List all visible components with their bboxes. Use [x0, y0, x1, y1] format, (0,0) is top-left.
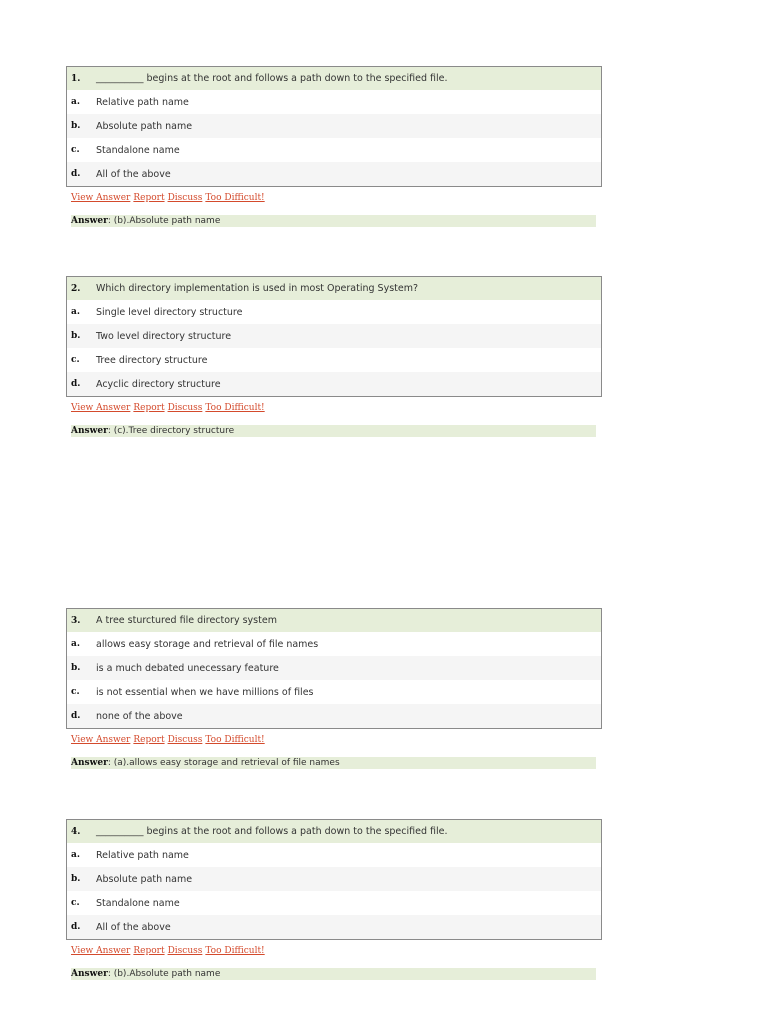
option-letter: a. — [71, 307, 80, 317]
option-text: Single level directory structure — [96, 306, 243, 318]
option-text: Acyclic directory structure — [96, 378, 221, 390]
option-letter: b. — [71, 121, 81, 131]
option-text: Two level directory structure — [96, 330, 232, 342]
question-row — [67, 820, 601, 843]
question-text: __________ begins at the root and follows a path down to the specified file. — [96, 826, 448, 837]
option-letter: b. — [71, 331, 81, 341]
option-letter: d. — [71, 169, 81, 179]
option-text: All of the above — [96, 168, 171, 180]
question-links — [71, 193, 602, 205]
discuss-link[interactable]: Discuss — [167, 193, 203, 203]
answer-option: : (b). — [107, 969, 130, 979]
question-row — [67, 609, 601, 632]
too-difficult-link[interactable]: Too Difficult! — [205, 193, 265, 203]
option-row — [67, 704, 601, 728]
option-letter: b. — [71, 663, 81, 673]
option-row — [67, 138, 601, 162]
option-letter: d. — [71, 922, 81, 932]
option-letter: d. — [71, 711, 81, 721]
answer-label: Answer — [71, 426, 108, 436]
answer-text: allows easy storage and retrieval of file names — [129, 758, 340, 768]
answer-text: Tree directory structure — [128, 426, 235, 436]
option-row — [67, 90, 601, 114]
too-difficult-link[interactable]: Too Difficult! — [205, 946, 265, 956]
option-letter: c. — [71, 145, 80, 155]
question-block — [66, 276, 602, 437]
answer-bar — [71, 968, 596, 980]
option-row — [67, 324, 601, 348]
answer-bar — [71, 215, 596, 227]
option-text: Tree directory structure — [96, 354, 208, 366]
report-link[interactable]: Report — [133, 193, 165, 203]
question-row — [67, 67, 601, 90]
view-answer-link[interactable]: View Answer — [71, 946, 131, 956]
option-text: Relative path name — [96, 849, 189, 861]
option-row — [67, 867, 601, 891]
question-number: 4. — [71, 826, 81, 837]
answer-option: : (b). — [107, 216, 130, 226]
question-table — [66, 66, 602, 187]
option-row — [67, 632, 601, 656]
option-row — [67, 300, 601, 324]
question-block — [66, 66, 602, 227]
report-link[interactable]: Report — [133, 946, 165, 956]
option-text: Standalone name — [96, 144, 180, 156]
question-text: Which directory implementation is used in most Operating System? — [96, 283, 419, 294]
question-text: __________ begins at the root and follows a path down to the specified file. — [96, 73, 448, 84]
option-text: Absolute path name — [96, 120, 193, 132]
option-row — [67, 656, 601, 680]
option-row — [67, 891, 601, 915]
option-row — [67, 372, 601, 396]
answer-label: Answer — [71, 969, 108, 979]
answer-bar — [71, 425, 596, 437]
report-link[interactable]: Report — [133, 403, 165, 413]
question-table — [66, 608, 602, 729]
answer-bar — [71, 757, 596, 769]
option-text: Absolute path name — [96, 873, 193, 885]
question-links — [71, 946, 602, 958]
answer-option: : (a). — [107, 758, 130, 768]
option-letter: d. — [71, 379, 81, 389]
option-letter: a. — [71, 639, 80, 649]
answer-text: Absolute path name — [129, 969, 221, 979]
option-text: All of the above — [96, 921, 171, 933]
option-row — [67, 680, 601, 704]
question-text: A tree sturctured file directory system — [96, 615, 277, 626]
option-row — [67, 114, 601, 138]
option-text: none of the above — [96, 710, 183, 722]
report-link[interactable]: Report — [133, 735, 165, 745]
question-block — [66, 819, 602, 980]
question-table — [66, 276, 602, 397]
option-row — [67, 348, 601, 372]
option-letter: c. — [71, 687, 80, 697]
question-row — [67, 277, 601, 300]
discuss-link[interactable]: Discuss — [167, 946, 203, 956]
too-difficult-link[interactable]: Too Difficult! — [205, 735, 265, 745]
question-number: 1. — [71, 73, 81, 84]
question-links — [71, 735, 602, 747]
answer-label: Answer — [71, 758, 108, 768]
option-text: is not essential when we have millions of files — [96, 686, 314, 698]
option-letter: b. — [71, 874, 81, 884]
answer-option: : (c). — [107, 426, 129, 436]
option-text: Relative path name — [96, 96, 189, 108]
question-number: 2. — [71, 283, 81, 294]
discuss-link[interactable]: Discuss — [167, 735, 203, 745]
option-row — [67, 843, 601, 867]
option-row — [67, 162, 601, 186]
question-block — [66, 608, 602, 769]
option-letter: c. — [71, 355, 80, 365]
too-difficult-link[interactable]: Too Difficult! — [205, 403, 265, 413]
option-row — [67, 915, 601, 939]
discuss-link[interactable]: Discuss — [167, 403, 203, 413]
view-answer-link[interactable]: View Answer — [71, 403, 131, 413]
option-text: allows easy storage and retrieval of file names — [96, 638, 319, 650]
option-letter: c. — [71, 898, 80, 908]
answer-label: Answer — [71, 216, 108, 226]
option-letter: a. — [71, 97, 80, 107]
option-text: Standalone name — [96, 897, 180, 909]
answer-text: Absolute path name — [129, 216, 221, 226]
option-text: is a much debated unecessary feature — [96, 662, 279, 674]
view-answer-link[interactable]: View Answer — [71, 193, 131, 203]
question-number: 3. — [71, 615, 81, 626]
question-table — [66, 819, 602, 940]
view-answer-link[interactable]: View Answer — [71, 735, 131, 745]
option-letter: a. — [71, 850, 80, 860]
question-links — [71, 403, 602, 415]
